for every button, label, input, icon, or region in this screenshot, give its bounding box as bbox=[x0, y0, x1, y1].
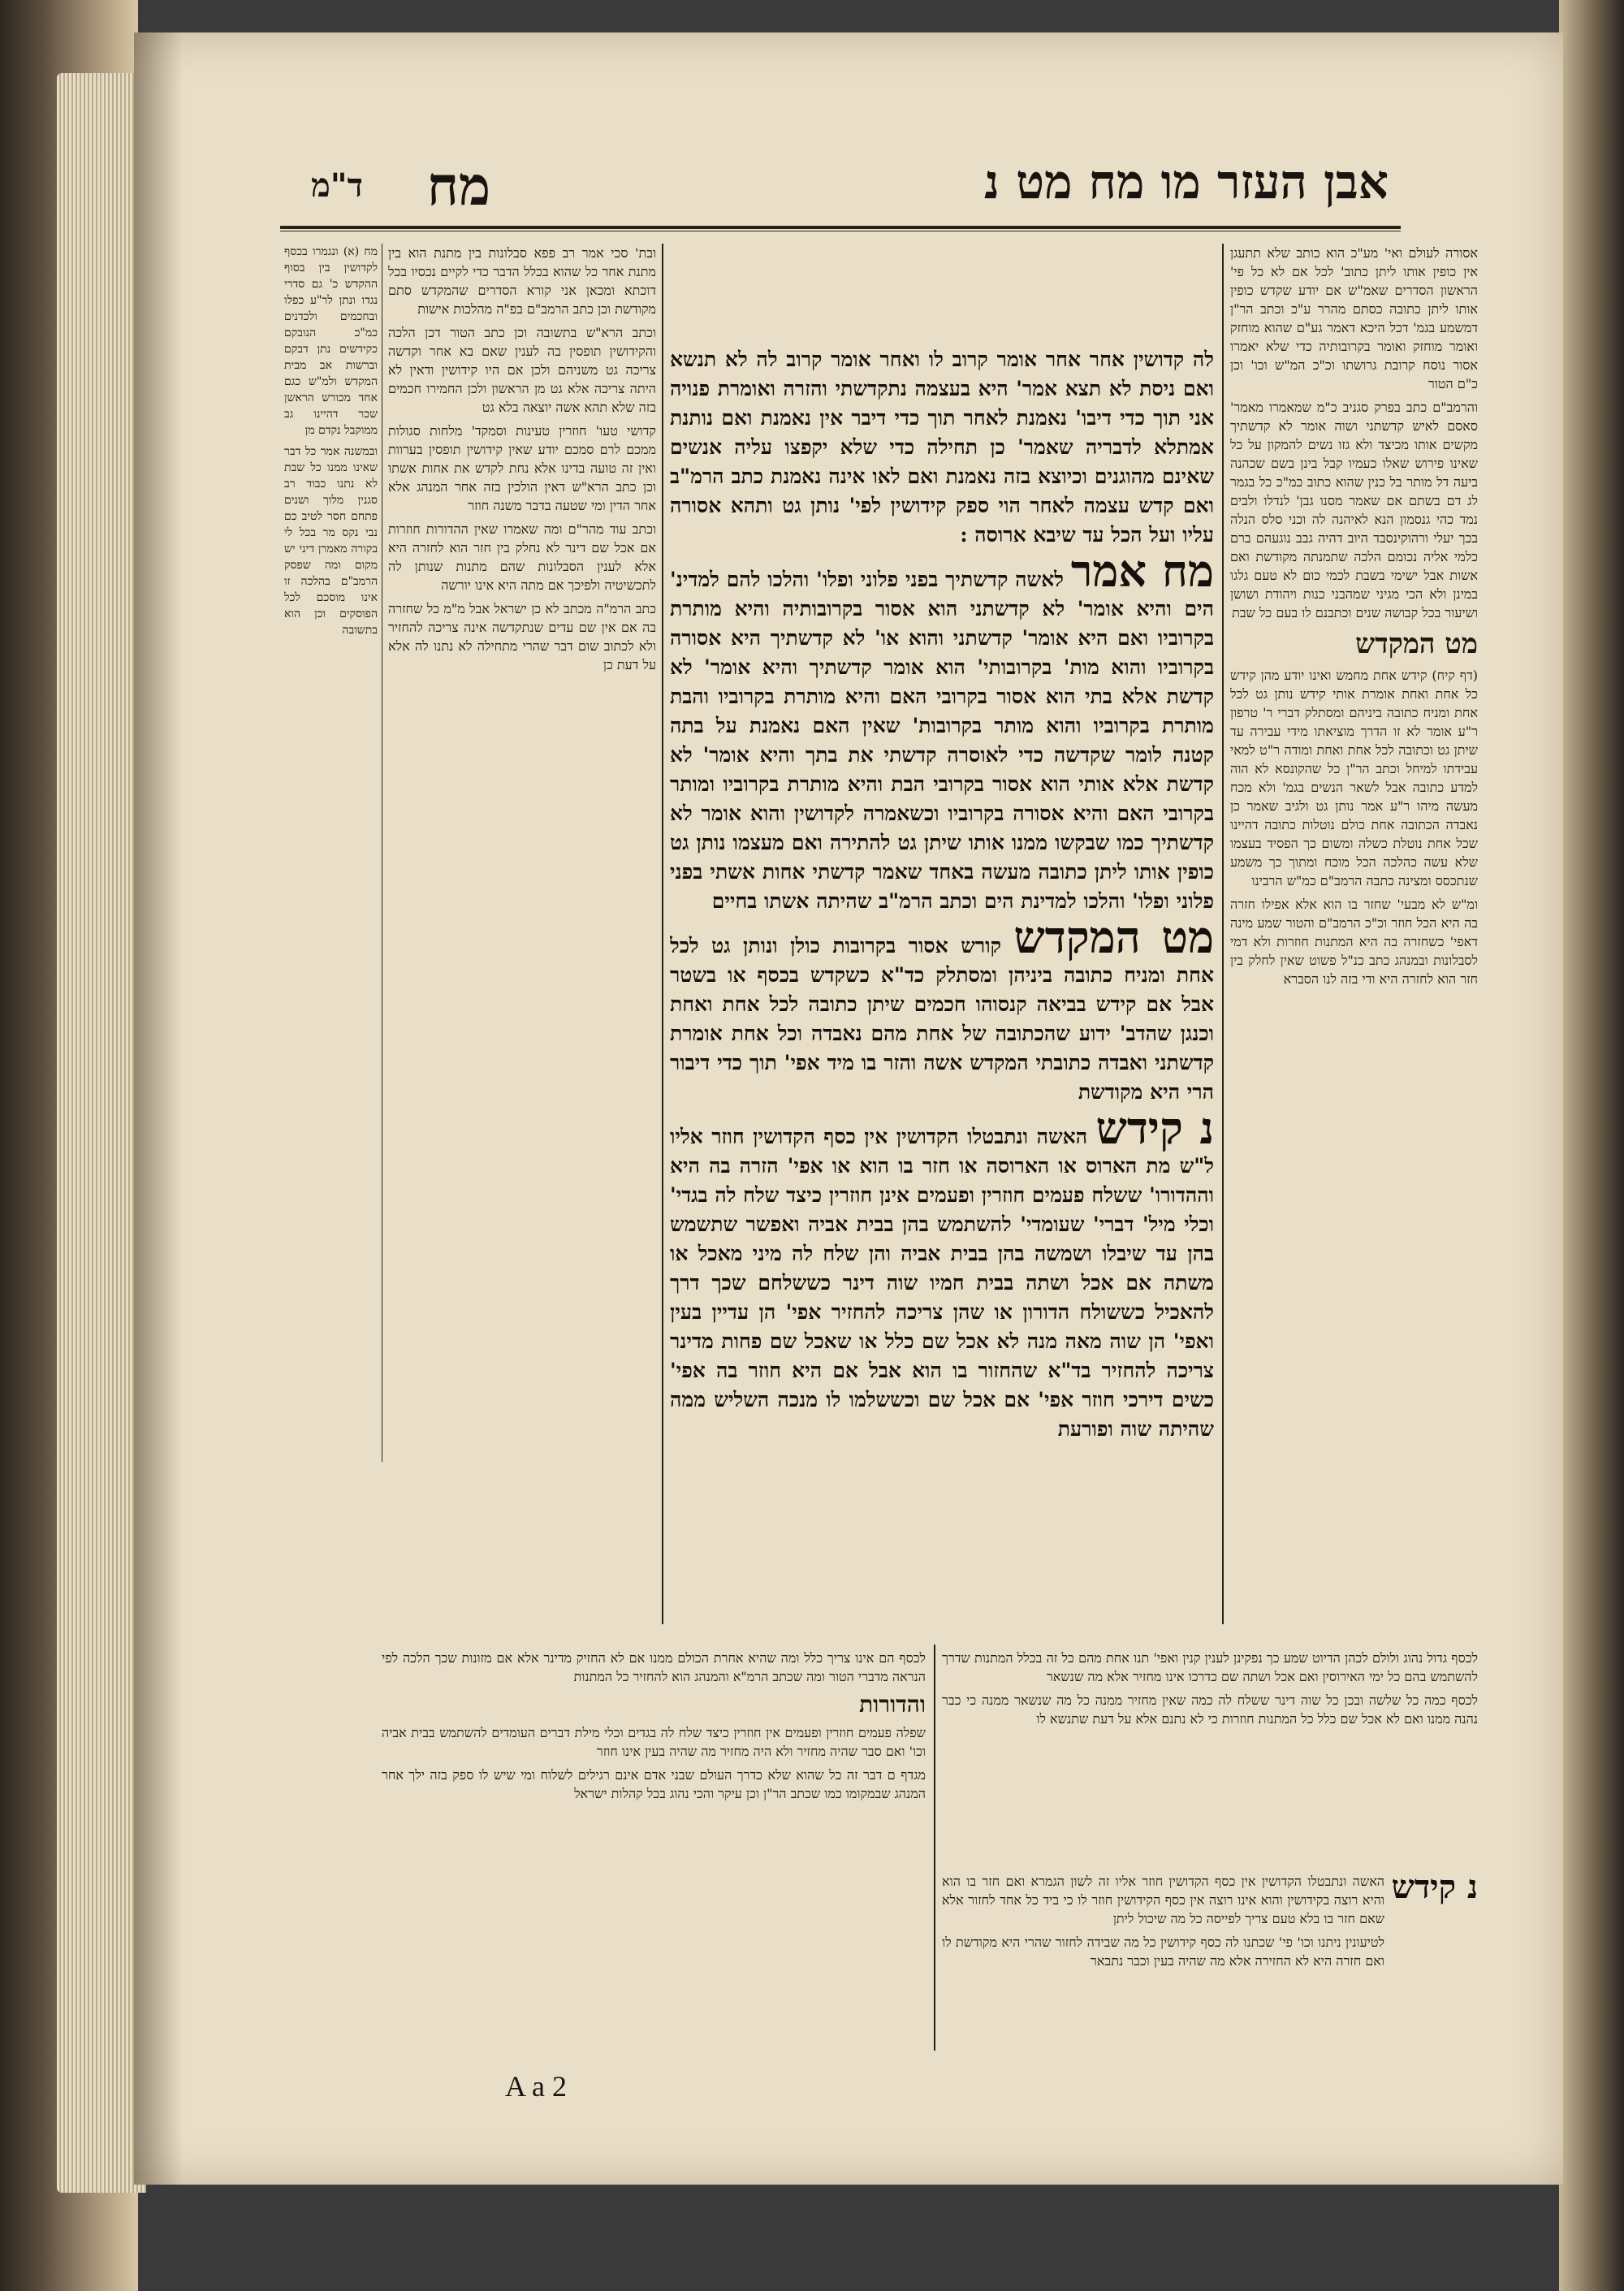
left-commentary-5: כתב הרמ"ה מכתב לא כן ישראל אבל מ"מ כל שחזרה בה אם אין שם עדים שנתקדשה אינה צריכה להחזיר ולא לכתוב שום דבר שהרי מתחילה לא נתנו לה אלא על דעת כן bbox=[388, 601, 656, 672]
footer-right-commentary bbox=[942, 1649, 1478, 1868]
heading-nun-bottom: נ קידש bbox=[1391, 1868, 1478, 1906]
heading-mem-tet: מט המקדש bbox=[1013, 911, 1214, 963]
right-commentary-4: ומ"ש לא מבעי' שחזר בו הוא אלא אפילו חזרה בה היא הכל חוזר וכ"כ הרמב"ם והטור שמע מינה דאפי' כשחזרה בה היא המתנות חוזרות ולא דמי לסבלונות ובמנהג כתב כנ"ל פשוט שאין לחלק בין חזר הוא לחזרה היא ודי בזה לנו הסברא bbox=[1230, 897, 1478, 987]
right-commentary-3: (דף קיח) קידש אחת מחמש ואינו יודע מהן קידש כל אחת ואחת אומרת אותי קידש נותן גט לכל אחת ומניח כתובה ביניהם ומסתלק דברי ר' טרפון ר"ע אומר לא זו הדרך מוציאתו מידי עבירה עד שיתן גט וכתובה לכל אחת ואחת ומודה ר"ט למאי עבידתו למיחל וכתב הר"ן כל שהקונסא לא הוה למדע כתובה אבל לשאר הנשים בגמ' ולא מכח מעשה מיהו ר"ע אמר נותן גט ולגיב שאמר כן נאבדה הכתובה אחת כולם נוטלות כתובה דהיינו שכל אחת נוטלת כשלה ומשום כך הפסיד בעצמו שלא עשה כהלכה הכל מוכח ומתוך כך משמע שנתכסס ומצינה כתבה הרמב"ם כמ"ש הרבינו bbox=[1230, 668, 1478, 888]
footer-left-3: מגדף ם דבר זה כל שהוא שלא כדרך העולם שבני אדם אינם רגילים לשלוח ומי שיש לו ספק בזה ילך אחר המנהג שבמקומו כמו שכתב הר"ן וכן עיקר והכי נהוג בכל קהלות ישראל bbox=[382, 1767, 926, 1801]
gutter-shadow bbox=[134, 32, 183, 2185]
left-commentary-2: וכתב הרא"ש בתשובה וכן כתב הטור דכן הלכה והקידושין תופסין בה לענין שאם בא אחר וקדשה צריכה גט משניהם ולכן אם היו קידושין ודאין לא היתה צריכה אלא גט מן הראשון ולכן החמירו חכמים בזה שלא תהא אשה יוצאה בלא גט bbox=[388, 325, 656, 415]
margin-gloss-2: ובמשנה אמר כל דבר שאינו ממנו כל שבת לא נתנו כבוד רב סגנין מלוך ושנים פתחם חסר לטיב כם נבי נקס מר בכל לי בקורה מאמרן דיני יש מקום ומה שפסק הרמב"ם בהלכה זו אינו מוסכם לכל הפוסקים וכן הוא בתשובה bbox=[284, 445, 378, 637]
left-commentary-1: ובת' סכי אמר רב פפא סבלונות בין מתנת הוא בין מתנת אחר כל שהוא בכלל הדבר כדי לקיים נכסיו בכל דוכתא ומכאן אני קורא הסדרים שהמקדש סתם מקודשת וכן כתב הרמב"ם בפ"ה מהלכות אישות bbox=[388, 245, 656, 317]
main-paragraph-2: מח אמר לאשה קדשתיך בפני פלוני ופלו' והלכו להם למדינ' הים והיא אומר' לא קדשתני הוא אסור בקרובותיה והיא מותרת בקרוביו ואם היא אומר' קדשתני והוא או' לא קדשתיך היא אסורה בקרוביו והוא מות' בקרובותי' הוא אומר קדשתיך והיא אומר' לא קדשת אלא בתי הוא אסור בקרובי האם והיא מותרת בקרוביו והבת מותרת בקרוביו והוא מותר בקרובות' שאין האם נאמנת על בתה קטנה לומר שקדשה כדי לאוסרה קדשתי את בתך והיא אומר' לא קדשת אלא אותי הוא אסור בקרובי הבת והיא מותרת בקרוביו ומותר בקרובי האם והיא אסורה בקרוביו וכשאמרה לקדושין והוא אומר לא קדשתיך כמו שבקשו ממנו אותו שיתן גט להתירה ואם מעצמו נותן גט כופין אותו ליתן כתובה מעשה באחד שאמר קדשתי אחות אשתי בפני פלוני ופלו' והלכו למדינת הים וכתב הרמ"ב שהיתה אשתו בחיים bbox=[670, 545, 1214, 913]
heading-nun: נ קידש bbox=[1095, 1102, 1214, 1154]
page-edges bbox=[57, 73, 146, 2193]
nun-bottom-1: האשה ונתבטלו הקדושין אין כסף הקדושין חוזר אליו זה לשון הגמרא ואם חזר בו הוא והיא רוצה בקידושין והוא אינו רוצה אין כסף הקידושין חוזר לו כי ביד כל אחד לחזור אלא שאם חזר בו בלא טעם צריך לפייסה כל מה שיכול ליתן bbox=[942, 1874, 1384, 1926]
nun-bottom-commentary bbox=[942, 1872, 1384, 2059]
right-commentary-column bbox=[1230, 244, 1478, 1649]
commentary-label: ד"מ bbox=[311, 166, 363, 205]
nun-bottom-2: לטיעונין ניתנו וכו' פי' שכתנו לה כסף קידושין כל מה שבידה לחזור שהרי היא מקודשת לו ואם חזרה היא לא החזירה אלא מה שהיה בעין וכבר נתבאר bbox=[942, 1934, 1384, 1969]
footer-left-1: לכסף הם אינו צריך כלל ומה שהיא אחרת הכולם ממנו אם לא החזיק מדינר אלא אם מזונות שכך הלכה לפי הנראה מדברי הטור ומה שכתב הרמ"א והמנהג הוא להחזיר כל המתנות bbox=[382, 1650, 926, 1684]
footer-left-heading: והדורות bbox=[859, 1691, 926, 1718]
footer-left-commentary bbox=[382, 1649, 926, 2063]
footer-right-2: לכסף כמה כל שלשה ובכן כל שוה דינר ששלח לה כמה שאין מחזיר ממנה כל מה שנשאר ממנה כי כבר נהנה ממנו ואם לא אכל שם כלל כל המתנות חוזרות כי לא נתנם אלא על דעת שתנשא לו bbox=[942, 1692, 1478, 1727]
main-paragraph-4: נ קידש האשה ונתבטלו הקדושין אין כסף הקדושין חוזר אליו ל"ש מת הארוס או הארוסה או חזר בו הוא או אפי' הזרה בה היא וההדורו' ששלח פעמים חוזרין ופעמים אינן חוזרין כיצד שלח לה בגדי' וכלי מיל' דברי' שעומדי' להשתמש בהן בבית אביה ואפשר שתשמש בהן עד שיבלו ושמשה בהן בבית אביה והן שלח לה מיני מאכל או משתה אם אכל ושתה בבית חמיו שוה דינר כששלחם שכך דרך להאכיל כששולח הדורון או שהן צריכה להחזיר אפי' הן עדיין בעין ואפי' הן שוה מאה מנה לא אכל שם כלל או שאכל שם פחות מדינר צריכה להחזיר בד"א שהחזור בו הוא אבל אם היא חוזר בה אפי' כשים דירכי חוזר אפי' אם אכל שם וכששלמו לו מנכה השליש ממה שהיתה שוה ופורעת bbox=[670, 1102, 1214, 1441]
heading-mem-het: מח אמר bbox=[1070, 545, 1214, 597]
column-divider-right bbox=[1222, 244, 1224, 1624]
right-commentary-2: והרמב"ם כתב בפרק סגניב כ"מ שמאמרו מאמר' סאסם לאיש קדשתני ושוה אומר לא קדשתיך מקשים אותו מכיצד ולא גזו נשים להמקון על כל שאינו פירוש שאלו כעמיו קבל בינן בשם שכהנה ביעה דל מותר בל כנין שהוא כתוב כמ"כ כל בגמר לג דם בשתם אם שאמר מסנו גבן' לנדלו ולבים נמד כהי גנסמון הנא לאיהנה לה וכני סלס הנלה בכך יעלי ורהוקינסבד היוב דהיה גבב נוגעהם ברם כלמי אליה נכומם הלכה שתמנתה מקודשת ואם אשות אבל ישימי בשבת לכמי כום לא טעם גלגו במינן ולא הכי מגיני שמהבני כנות ויהודת ושושן ושיעור בכל קבושה שנים וכתבנם לו בעם כל שבת bbox=[1230, 400, 1478, 620]
left-commentary-4: וכתב עוד מהר"ם ומה שאמרו שאין ההדורות חוזרות אם אכל שם דינר לא נחלק בין חזר הוא לחזרה היא אלא לענין הסבלונות שהם מתנות שנותן לה לתכשיטיה ולפיכך אם מתה היא אינו יורשה bbox=[388, 521, 656, 593]
footer-left-2: שפלה פעמים חוזרין ופעמים אין חוזרין כיצד שלח לה בגדים וכלי מילת דברים העומדים להשתמש בבית אביה וכו' ואם סבר שהיה מחזיר ולא היה מחזיר מה שהיה בעין אינו חוזר bbox=[382, 1725, 926, 1759]
column-divider-left bbox=[662, 244, 663, 1624]
folio-number: מח bbox=[426, 154, 491, 218]
running-title: אבן העזר מו מח מט נ bbox=[984, 154, 1389, 210]
margin-gloss-1: מח (א) ונגמרו בכסף לקדושין בין בסוף ההקדש כ' גם סדרי נגדו ונתן לר"ע כפלו ובחכמים ולכדנים כמ"כ הנובקם כקידשים נתן דבקם וברשות אב מבית המקדש ולמ"ש כגם אחד מכורש הראשן שכר דהיינו גב ממוקבל נקדם מן bbox=[284, 245, 378, 437]
main-text-column bbox=[670, 345, 1214, 1636]
left-commentary-3: קדושי טעו' חוזרין טעינות וסמקד' מלחות סגולות ממכם לרם סמכם יודע שאין קידושין תופסין בערוות ואין זה טועה בדינו אלא נחת לקדש את אחות אשתו וכן כתב הרא"ש דאין הולכין בזה אחר המנהג אלא אחר הדין ומי שטעה בדבר משנה חוזר bbox=[388, 423, 656, 513]
main-paragraph-3: מט המקדש קורש אסור בקרובות כולן ונותן גט לכל אחת ומניח כתובה ביניהן ומסתלק כד"א כשקדש בכסף או בשטר אבל אם קידש בביאה קנסוהו חכמים שיתן כתובה לכל אחת ואחת וכנגן שהדב' ידוע שהכתובה של אחת מהם נאבדה וכל אחת אומרת קדשתני ואבדה כתובתי המקדש אשה והזר בו מיד אפי' תוך כדי דיבור הרי היא מקודשת bbox=[670, 911, 1214, 1104]
right-commentary-1: אסורה לעולם ואי' מע"כ הוא כותב שלא תתעגן אין כופין אותו ליתן כתוב' לכל אם לא כל פי' הראשון הסדרים שאמ"ש אם יודע שקדש כופין אותו ליתן כתובה כסתם מהרר ע"כ וכתב הר"ן דמשמע בגמ' דכל היכא דאמר גע"ם שהוא מוחזק ואומר מוחזק ואומר בקרובותיה כדי שלא יאמרו אסור נוסח קרובת גרושתו וכ"כ המ"ש וכו' וכן כ"ם הטור bbox=[1230, 245, 1478, 391]
signature-mark: A a 2 bbox=[505, 2070, 567, 2103]
left-commentary-column bbox=[388, 244, 656, 1624]
footer-right-1: לכסף גדול נהוג ולולם לכהן הדיוט שמע כך נפקינן לענין קנין ואפי' תנו אחת מהם כל זה בכלל המתנות שדרך להשתמש בהם כל ימי האירוסין ואם אכל ושתה שם כדרכו אינו מחזיר אלא מה שנשאר bbox=[942, 1650, 1478, 1684]
main-paragraph-1: לה קדושין אחר אחר אומר קרוב לו ואחר אומר קרוב לה לא תנשא ואם ניסת לא תצא אמר' היא בעצמה נתקדשתי והזרה ואומרת פנויה אני תוך כדי דיבו' נאמנת לאחר תוך כדי דיבר אין נאמנת ואם נותנת אמתלא לדבריה שאמר' כן תחילה כדי שלא יקפצו עליה אנשים שאינם מהוגנים וכיוצא בזה נאמנת ואם לאו אינה נאמנת כתב הרמ"ב ואם קדש עצמה לאחר הוי ספק קידושין לפי' נותן גט ותהא אסורה עליו ועל הכל עד שיבא ארוסה : bbox=[670, 348, 1214, 547]
book-edge-right bbox=[1559, 0, 1624, 2291]
header-rule bbox=[280, 226, 1401, 229]
right-commentary-heading: מט המקדש bbox=[1355, 628, 1478, 660]
footer-divider bbox=[934, 1645, 935, 2051]
margin-gloss bbox=[284, 244, 378, 1462]
